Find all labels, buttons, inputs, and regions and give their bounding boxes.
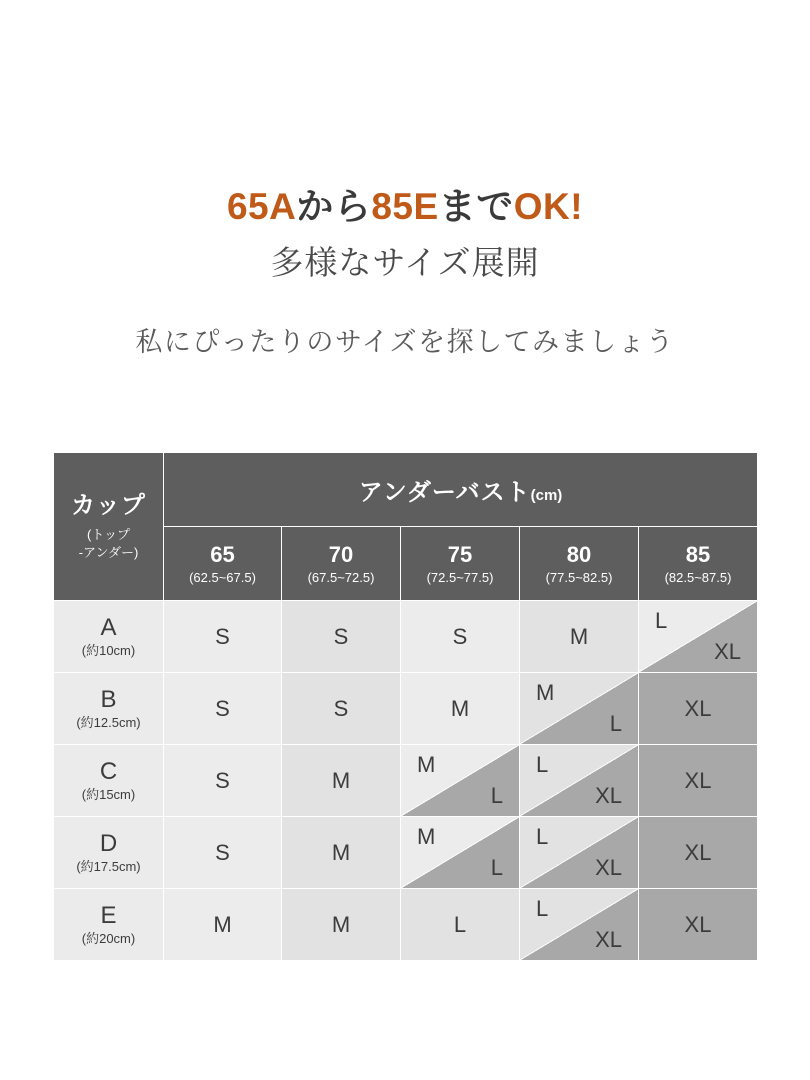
cell-b-75-value: M (450, 695, 470, 721)
row-label-a-diff: (約10cm) (81, 643, 136, 659)
header-col-85-range: (82.5~87.5) (664, 570, 732, 586)
cell-c-85-value: XL (684, 767, 712, 793)
cell-b-70-value: S (333, 695, 349, 721)
header-col-85-num: 85 (685, 541, 711, 567)
cell-e-65-value: M (213, 911, 232, 937)
header-underbust-cell (164, 453, 758, 527)
row-label-b (54, 673, 164, 745)
header-underbust-label: アンダーバスト (358, 479, 531, 506)
header-col-75-range: (72.5~77.5) (426, 570, 494, 586)
cell-a-80-value: M (569, 623, 589, 649)
cell-a-70 (282, 601, 401, 673)
cell-c-80-value-top: L (536, 752, 549, 777)
row-label-c-cup: C (99, 757, 118, 785)
cell-e-65 (164, 889, 282, 961)
size-table-wrapper (53, 452, 757, 961)
header-col-70-num: 70 (328, 541, 354, 567)
heading-block (0, 0, 810, 359)
table-header-row-1 (54, 453, 758, 527)
cell-b-80-value-top: M (536, 680, 555, 705)
row-label-b-cup: B (100, 685, 117, 713)
cell-d-85-value: XL (684, 839, 712, 865)
cell-e-80 (520, 889, 639, 961)
cell-e-75 (401, 889, 520, 961)
row-label-d (54, 817, 164, 889)
cell-c-65 (164, 745, 282, 817)
header-col-65-num: 65 (210, 541, 235, 567)
cell-c-75-value-bottom: L (490, 783, 503, 808)
headline-ok: OK! (513, 186, 584, 227)
header-col-65-range: (62.5~67.5) (189, 570, 256, 586)
cell-b-80 (520, 673, 639, 745)
cell-c-70 (282, 745, 401, 817)
cell-d-80-value-bottom: XL (595, 855, 622, 880)
cell-a-75-value: S (452, 623, 468, 649)
cell-c-75-value-top: M (417, 752, 436, 777)
headline-connector-1: から (296, 186, 372, 227)
size-table (53, 452, 758, 961)
cell-b-65 (164, 673, 282, 745)
cell-c-75 (401, 745, 520, 817)
header-col-70-range: (67.5~72.5) (307, 570, 375, 586)
headline-secondary: 多様なサイズ展開 (270, 243, 540, 281)
row-label-a (54, 601, 164, 673)
cell-b-85-value: XL (684, 695, 712, 721)
cell-c-85 (639, 745, 758, 817)
table-row (54, 817, 758, 889)
cell-d-70-value: M (331, 839, 351, 865)
row-label-a-cup: A (100, 613, 117, 641)
row-label-c-diff: (約15cm) (81, 787, 136, 803)
cell-a-70-value: S (333, 623, 349, 649)
cell-e-85 (639, 889, 758, 961)
row-label-c (54, 745, 164, 817)
cell-e-75-value: L (453, 911, 467, 937)
cell-d-65-value: S (215, 839, 230, 865)
cell-d-80-value-top: L (536, 824, 549, 849)
header-col-80-range: (77.5~82.5) (545, 570, 613, 586)
cell-d-75 (401, 817, 520, 889)
cell-e-70-value: M (331, 911, 351, 937)
cell-a-85-value-bottom: XL (714, 639, 742, 664)
cell-a-85 (639, 601, 758, 673)
cell-b-65-value: S (215, 695, 230, 721)
cell-a-65-value: S (215, 623, 230, 649)
row-label-d-diff: (約17.5cm) (76, 859, 141, 875)
headline-accent-start: 65A (226, 186, 297, 227)
cell-d-75-value-bottom: L (490, 855, 503, 880)
table-row (54, 673, 758, 745)
cell-a-80 (520, 601, 639, 673)
cell-d-85 (639, 817, 758, 889)
header-col-85 (639, 527, 758, 601)
cell-e-85-value: XL (684, 911, 712, 937)
subheading-text: 私にぴったりのサイズを探してみましょう (135, 327, 675, 358)
row-label-e-diff: (約20cm) (81, 931, 136, 947)
header-cup-sublabel: (トップ -アンダー) (78, 527, 139, 560)
header-underbust-unit: (cm) (530, 487, 563, 504)
headline-connector-2: まで (438, 186, 514, 227)
headline-accent-end: 85E (371, 186, 439, 227)
cell-e-80-value-top: L (536, 896, 549, 921)
cell-d-80 (520, 817, 639, 889)
cell-d-65 (164, 817, 282, 889)
cell-d-70 (282, 817, 401, 889)
row-label-b-diff: (約12.5cm) (76, 715, 141, 731)
header-col-75 (401, 527, 520, 601)
table-row (54, 889, 758, 961)
cell-b-75 (401, 673, 520, 745)
header-col-70 (282, 527, 401, 601)
cell-d-75-value-top: M (417, 824, 436, 849)
cell-a-85-value-top: L (655, 608, 668, 633)
cell-b-80-value-bottom: L (609, 711, 622, 736)
cell-c-80-value-bottom: XL (595, 783, 622, 808)
cell-b-70 (282, 673, 401, 745)
cell-c-65-value: S (215, 767, 230, 793)
table-row (54, 745, 758, 817)
cell-c-80 (520, 745, 639, 817)
row-label-e (54, 889, 164, 961)
cell-c-70-value: M (331, 767, 351, 793)
cell-e-70 (282, 889, 401, 961)
cell-e-80-value-bottom: XL (595, 927, 622, 952)
header-col-75-num: 75 (447, 541, 473, 567)
header-col-80 (520, 527, 639, 601)
table-row (54, 601, 758, 673)
header-cup-label: カップ (71, 491, 146, 519)
headline-primary (0, 186, 810, 229)
header-cup-cell (54, 453, 164, 601)
cell-a-75 (401, 601, 520, 673)
header-col-65 (164, 527, 282, 601)
row-label-d-cup: D (99, 829, 118, 857)
row-label-e-cup: E (100, 901, 117, 929)
cell-b-85 (639, 673, 758, 745)
cell-a-65 (164, 601, 282, 673)
header-col-80-num: 80 (566, 541, 592, 567)
